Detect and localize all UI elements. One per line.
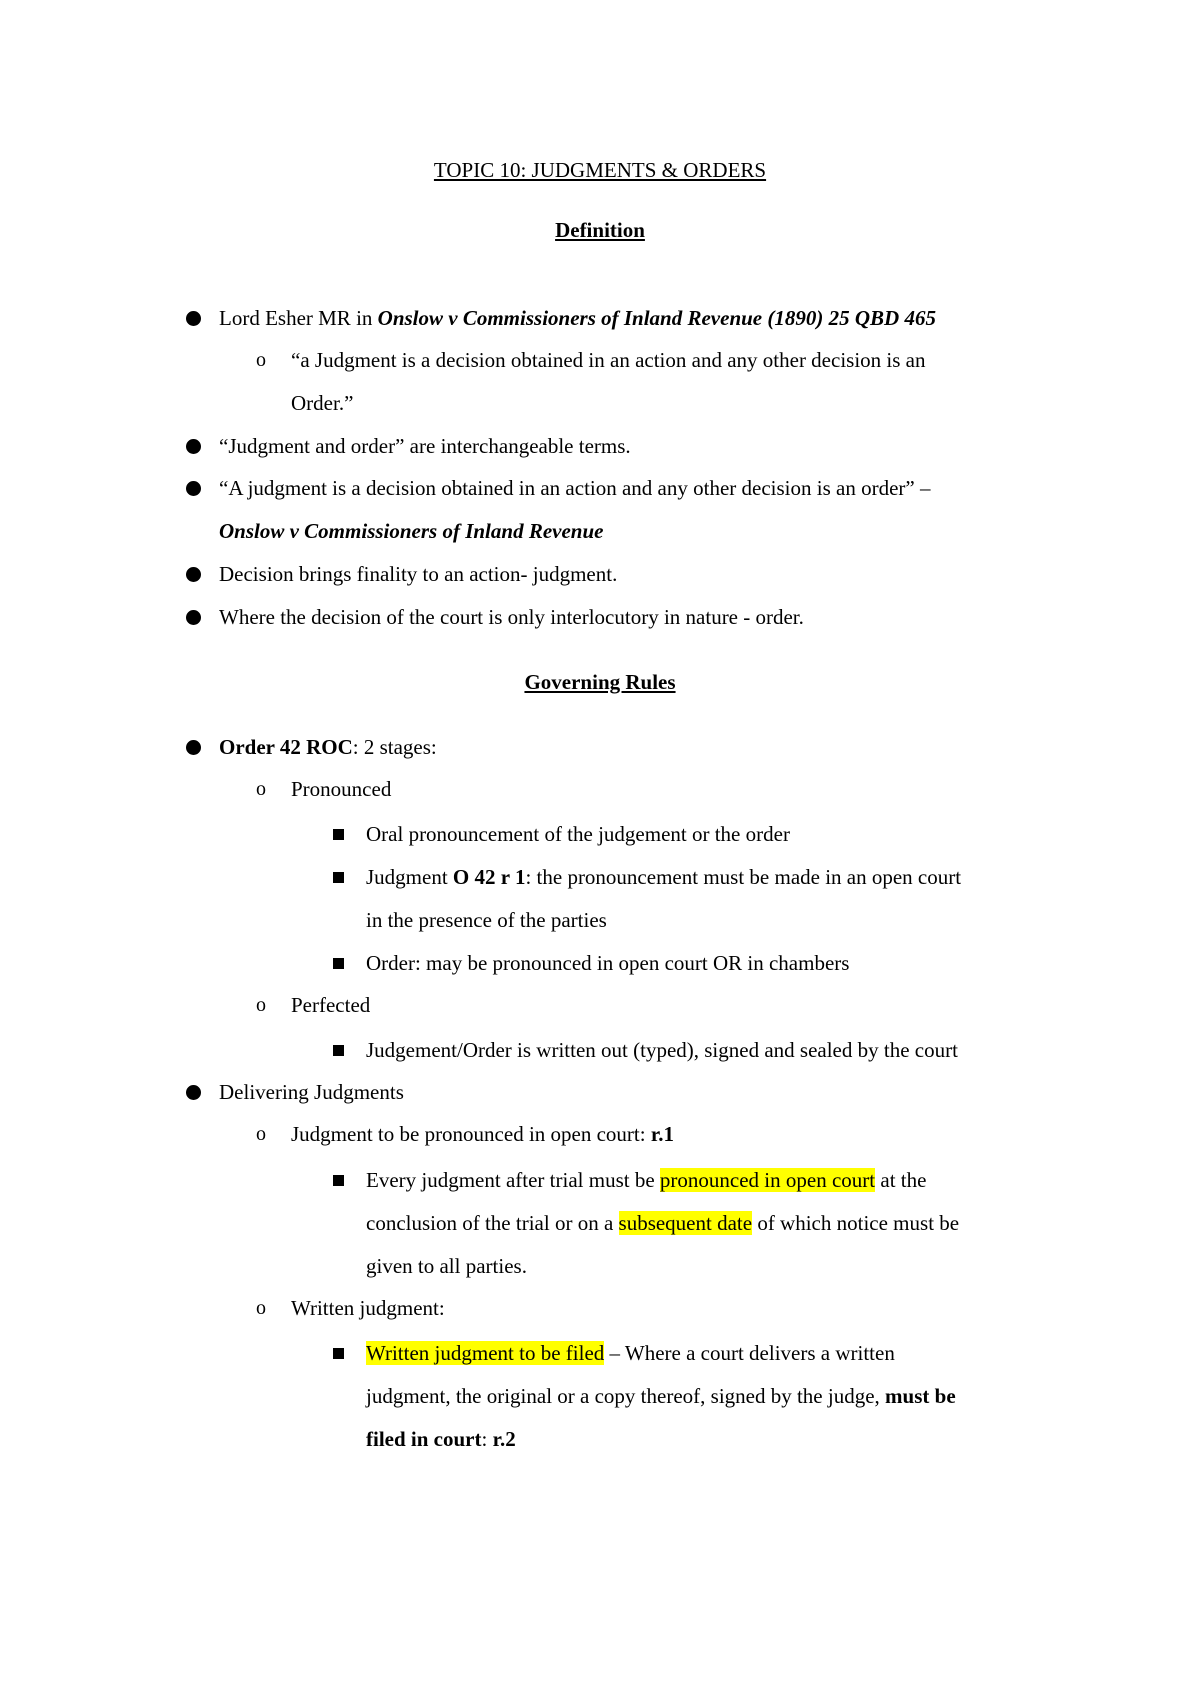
heading-governing-rules: Governing Rules <box>524 670 676 694</box>
bullet-square <box>333 1045 344 1056</box>
bullet-dot <box>186 740 201 755</box>
highlight: Written judgment to be filed <box>366 1341 605 1365</box>
bullet-circle: o <box>256 1297 266 1319</box>
delivering-item-1-line-3: given to all parties. <box>366 1254 527 1278</box>
pronounced-item-2 <box>366 864 961 890</box>
bullet-dot <box>186 439 201 454</box>
delivering-sub-2: Written judgment: <box>291 1296 445 1320</box>
text: Every judgment after trial must be <box>366 1168 660 1192</box>
bullet-square <box>333 958 344 969</box>
bullet-circle: o <box>256 778 266 800</box>
definition-bullet-3: “A judgment is a decision obtained in an action and any other decision is an order” – <box>219 476 931 500</box>
bullet-circle: o <box>256 994 266 1016</box>
governing-bullet-1 <box>219 734 437 760</box>
bullet-square <box>333 1175 344 1186</box>
definition-bullet-5: Where the decision of the court is only interlocutory in nature - order. <box>219 605 804 629</box>
definition-quote: “a Judgment is a decision obtained in an action and any other decision is an <box>291 348 926 372</box>
text: : <box>481 1427 493 1451</box>
delivering-item-1-line-2 <box>366 1210 959 1236</box>
text: judgment, the original or a copy thereof, signed by the judge, <box>366 1384 886 1408</box>
governing-bullet-2: Delivering Judgments <box>219 1080 404 1104</box>
bullet-dot <box>186 1085 201 1100</box>
bullet-circle: o <box>256 349 266 371</box>
bullet-dot <box>186 567 201 582</box>
text: Judgment <box>366 865 453 889</box>
text: Lord Esher MR in <box>219 306 378 330</box>
case-citation: Onslow v Commissioners of Inland Revenue (1890) 25 QBD 465 <box>377 306 936 330</box>
stage-perfected: Perfected <box>291 993 371 1017</box>
pronounced-item-3: Order: may be pronounced in open court OR in chambers <box>366 951 850 975</box>
text: of which notice must be <box>752 1211 960 1235</box>
bullet-square <box>333 1348 344 1359</box>
text: at the <box>875 1168 927 1192</box>
delivering-item-1-line-1 <box>366 1167 1061 1193</box>
bullet-square <box>333 829 344 840</box>
rule-ref: r.2 <box>492 1427 516 1451</box>
text: conclusion of the trial or on a <box>366 1211 619 1235</box>
bullet-dot <box>186 610 201 625</box>
order-ref: Order 42 ROC <box>219 735 353 759</box>
bullet-circle: o <box>256 1123 266 1145</box>
definition-bullet-4: Decision brings finality to an action- judgment. <box>219 562 618 586</box>
delivering-item-2-line-2 <box>366 1383 956 1409</box>
document-title: TOPIC 10: JUDGMENTS & ORDERS <box>433 158 767 182</box>
text: Judgment to be pronounced in open court: <box>291 1122 651 1146</box>
definition-quote-cont: Order.” <box>291 391 354 415</box>
text: : the pronouncement must be made in an open court <box>525 865 962 889</box>
definition-bullet-1 <box>219 305 936 331</box>
pronounced-item-1: Oral pronouncement of the judgement or the order <box>366 822 790 846</box>
perfected-item-1: Judgement/Order is written out (typed), signed and sealed by the court <box>366 1038 958 1062</box>
highlight: pronounced in open court <box>659 1168 876 1192</box>
definition-bullet-3-case: Onslow v Commissioners of Inland Revenue <box>219 519 604 543</box>
bullet-dot <box>186 481 201 496</box>
heading-definition: Definition <box>555 218 645 242</box>
delivering-item-2-line-3 <box>366 1426 516 1452</box>
bullet-dot <box>186 311 201 326</box>
delivering-sub-1 <box>291 1121 674 1147</box>
bullet-square <box>333 872 344 883</box>
highlight: subsequent date <box>618 1211 753 1235</box>
delivering-item-2-line-1 <box>366 1340 1061 1366</box>
emphasis: filed in court <box>366 1427 482 1451</box>
definition-bullet-2: “Judgment and order” are interchangeable terms. <box>219 434 631 458</box>
text: : 2 stages: <box>352 735 437 759</box>
rule-ref: O 42 r 1 <box>452 865 526 889</box>
text: – Where a court delivers a written <box>604 1341 895 1365</box>
stage-pronounced: Pronounced <box>291 777 392 801</box>
emphasis: must be <box>885 1384 956 1408</box>
rule-ref: r.1 <box>650 1122 674 1146</box>
pronounced-item-2-cont: in the presence of the parties <box>366 908 607 932</box>
